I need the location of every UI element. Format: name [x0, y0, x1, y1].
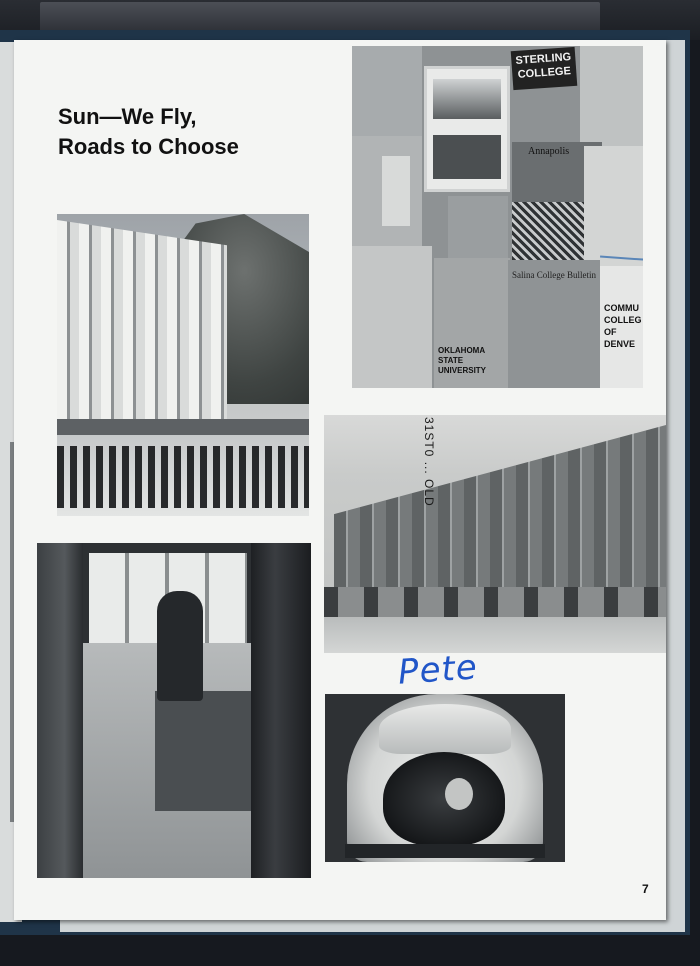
car-photo [325, 694, 565, 862]
salina-college-label: Salina College Bulletin [512, 270, 596, 280]
student-seated [157, 591, 203, 701]
title-line-2: Roads to Choose [58, 134, 239, 159]
locker-row [334, 425, 666, 587]
lockers-photo [324, 415, 666, 653]
foreground-pillar [251, 543, 311, 878]
open-hood [379, 704, 511, 754]
annapolis-label: Annapolis [528, 146, 570, 157]
locker-shadows [324, 587, 666, 617]
brochure-contemporary [584, 146, 643, 266]
locker-graffiti: 31ST0 ... OLD [422, 417, 436, 507]
car-trunk [383, 752, 505, 846]
classroom-photo [37, 543, 311, 878]
brochure-campus [580, 46, 643, 146]
campus-photo [433, 135, 501, 179]
brochure-building [352, 46, 422, 136]
cadet-formation [57, 446, 309, 508]
title-line-1: Sun—We Fly, [58, 104, 197, 129]
handwritten-pete: Pete [396, 647, 479, 693]
brochure-university [352, 246, 432, 388]
door-frame [37, 543, 83, 878]
yearbook-page [14, 40, 666, 920]
community-college-label: COMMU COLLEG OF DENVE [604, 303, 642, 349]
sterling-college-label: STERLING COLLEGE [511, 47, 578, 90]
student-face [445, 778, 473, 810]
chapel-spires [57, 220, 227, 430]
oklahoma-state-label: OKLAHOMA STATE UNIVERSITY [438, 346, 487, 375]
page-title [58, 102, 318, 162]
air-force-chapel-photo [57, 214, 309, 516]
bumper [345, 844, 545, 858]
chapel-base [57, 419, 309, 435]
teacher-desk [155, 691, 251, 811]
hallway-floor [324, 617, 666, 653]
brochure-mountains [424, 66, 510, 192]
page-number: 7 [642, 882, 649, 896]
brochure-card [382, 156, 410, 226]
mountain-photo [433, 79, 501, 119]
binder-tab [40, 2, 600, 32]
college-brochures-photo [352, 46, 643, 388]
brochure-geometric [448, 196, 508, 266]
